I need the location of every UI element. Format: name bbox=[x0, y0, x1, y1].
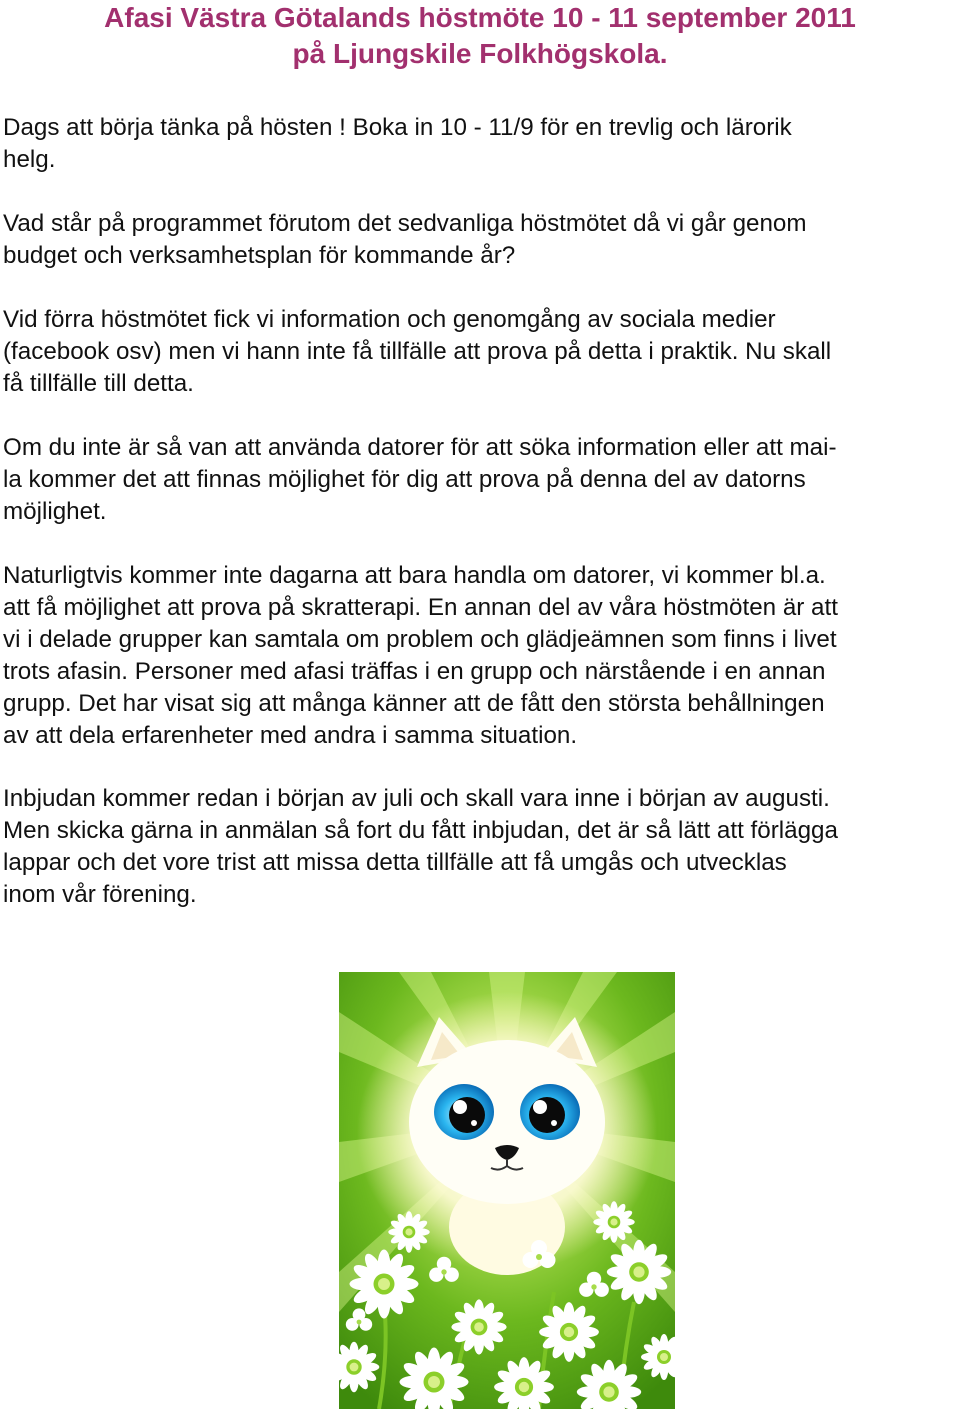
text-line: möjlighet. bbox=[3, 498, 107, 525]
text-line: av att dela erfarenheter med andra i samma situation. bbox=[3, 722, 578, 749]
paragraph-intro bbox=[3, 112, 958, 176]
text-line: Men skicka gärna in anmälan så fort du fått inbjudan, det är så lätt att förlägga bbox=[3, 817, 838, 844]
text-line: trots afasin. Personer med afasi träffas i en grupp och närstående i en annan bbox=[3, 658, 826, 685]
paragraph-computers bbox=[3, 432, 958, 528]
text-line: helg. bbox=[3, 146, 56, 173]
text-line: Naturligtvis kommer inte dagarna att bara handla om datorer, vi kommer bl.a. bbox=[3, 562, 826, 589]
text-line: lappar och det vore trist att missa detta tillfälle att få umgås och utvecklas bbox=[3, 849, 787, 876]
text-line: (facebook osv) men vi hann inte få tillfälle att prova på detta i praktik. Nu skall bbox=[3, 338, 832, 365]
paragraph-laughter-therapy bbox=[3, 560, 958, 752]
text-line: grupp. Det har visat sig att många känner att de fått den största behållningen bbox=[3, 690, 825, 717]
paragraph-program bbox=[3, 208, 958, 272]
text-line: inom vår förening. bbox=[3, 881, 197, 908]
paragraph-social-media bbox=[3, 304, 958, 400]
kitten-with-flowers-illustration bbox=[339, 972, 675, 1409]
title-line-2: på Ljungskile Folkhögskola. bbox=[292, 38, 668, 69]
page-title bbox=[0, 0, 960, 72]
text-line: vi i delade grupper kan samtala om problem och glädjeämnen som finns i livet bbox=[3, 626, 837, 653]
paragraph-invitation bbox=[3, 783, 958, 911]
text-line: Inbjudan kommer redan i början av juli och skall vara inne i början av augusti. bbox=[3, 785, 830, 812]
text-line: Om du inte är så van att använda datorer för att söka information eller att mai- bbox=[3, 434, 837, 461]
text-line: la kommer det att finnas möjlighet för dig att prova på denna del av datorns bbox=[3, 466, 806, 493]
text-line: Dags att börja tänka på hösten ! Boka in 10 - 11/9 för en trevlig och lärorik bbox=[3, 114, 792, 141]
text-line: budget och verksamhetsplan för kommande år? bbox=[3, 242, 516, 269]
text-line: Vad står på programmet förutom det sedvanliga höstmötet då vi går genom bbox=[3, 210, 807, 237]
text-line: att få möjlighet att prova på skratterapi. En annan del av våra höstmöten är att bbox=[3, 594, 838, 621]
title-line-1: Afasi Västra Götalands höstmöte 10 - 11 september 2011 bbox=[104, 2, 856, 33]
text-line: Vid förra höstmötet fick vi information och genomgång av sociala medier bbox=[3, 306, 776, 333]
text-line: få tillfälle till detta. bbox=[3, 370, 194, 397]
